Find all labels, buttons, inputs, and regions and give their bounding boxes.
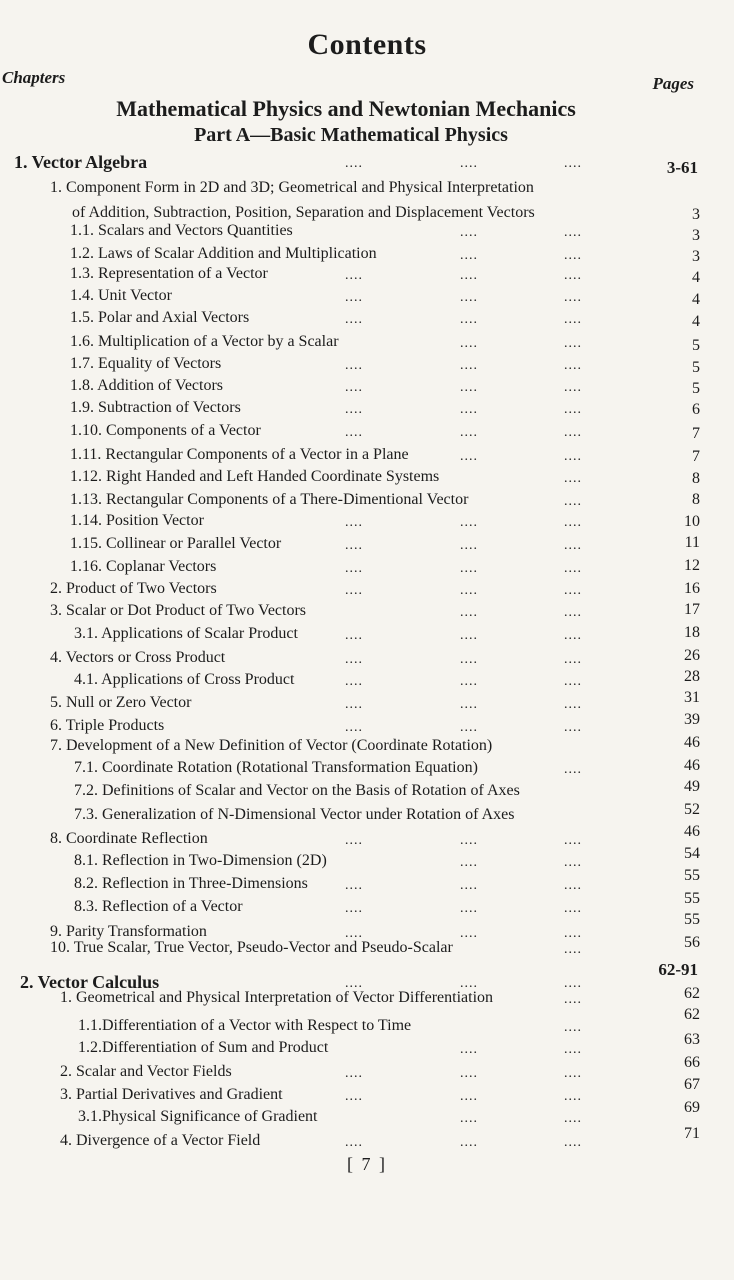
- leader-dots: ....: [460, 878, 478, 893]
- contents-entry: 1.16. Coplanar Vectors: [70, 558, 217, 575]
- leader-dots: ....: [460, 156, 478, 171]
- contents-entry: 1.5. Polar and Axial Vectors: [70, 309, 250, 326]
- page-ref: 62: [684, 985, 700, 1002]
- page-ref: 67: [684, 1076, 700, 1093]
- pages-header: Pages: [652, 74, 694, 93]
- leader-dots: ....: [564, 449, 582, 464]
- page-number: [ 7 ]: [347, 1154, 387, 1174]
- leader-dots: ....: [460, 833, 478, 848]
- leader-dots: ....: [345, 674, 363, 689]
- page-ref: 6: [692, 401, 700, 418]
- contents-entry: 2. Scalar and Vector Fields: [60, 1063, 232, 1080]
- contents-entry: 9. Parity Transformation: [50, 923, 207, 940]
- chapter-entry: 1. Vector Algebra: [14, 152, 148, 172]
- leader-dots: ....: [460, 1111, 478, 1126]
- chapters-header: Chapters: [2, 68, 66, 87]
- leader-dots: ....: [460, 561, 478, 576]
- leader-dots: ....: [564, 976, 582, 991]
- contents-entry: 3.1.Physical Significance of Gradient: [78, 1108, 318, 1125]
- leader-dots: ....: [564, 471, 582, 486]
- page-ref: 55: [684, 867, 700, 884]
- leader-dots: ....: [564, 628, 582, 643]
- leader-dots: ....: [345, 1089, 363, 1104]
- leader-dots: ....: [460, 605, 478, 620]
- contents-entry: 1.1. Scalars and Vectors Quantities: [70, 222, 293, 239]
- leader-dots: ....: [460, 926, 478, 941]
- page-ref: 62: [684, 1006, 700, 1023]
- leader-dots: ....: [460, 697, 478, 712]
- leader-dots: ....: [345, 358, 363, 373]
- leader-dots: ....: [564, 1066, 582, 1081]
- page-ref: 3: [692, 206, 700, 223]
- leader-dots: ....: [460, 312, 478, 327]
- chapter-entry: 2. Vector Calculus: [20, 972, 160, 992]
- leader-dots: ....: [564, 674, 582, 689]
- leader-dots: ....: [564, 1042, 582, 1057]
- part-title: Part A—Basic Mathematical Physics: [194, 124, 508, 146]
- leader-dots: ....: [460, 1135, 478, 1150]
- page-ref: 71: [684, 1125, 700, 1142]
- leader-dots: ....: [345, 926, 363, 941]
- leader-dots: ....: [345, 561, 363, 576]
- page-ref: 66: [684, 1054, 700, 1071]
- leader-dots: ....: [460, 248, 478, 263]
- book-title: Mathematical Physics and Newtonian Mechanics: [116, 96, 576, 121]
- page-ref: 3-61: [666, 158, 698, 177]
- page-ref: 10: [684, 513, 700, 530]
- leader-dots: ....: [564, 515, 582, 530]
- leader-dots: ....: [564, 901, 582, 916]
- leader-dots: ....: [460, 855, 478, 870]
- leader-dots: ....: [564, 402, 582, 417]
- page-ref: 26: [684, 647, 700, 664]
- leader-dots: ....: [460, 674, 478, 689]
- leader-dots: ....: [345, 976, 363, 991]
- leader-dots: ....: [564, 561, 582, 576]
- contents-entry: 1.13. Rectangular Components of a There-Dimentional Vector: [70, 491, 469, 508]
- leader-dots: ....: [564, 720, 582, 735]
- contents-entry: 1.3. Representation of a Vector: [70, 265, 268, 282]
- contents-entry: 8. Coordinate Reflection: [50, 830, 208, 847]
- leader-dots: ....: [345, 402, 363, 417]
- page-ref: 4: [692, 291, 700, 308]
- contents-entry: 8.2. Reflection in Three-Dimensions: [74, 875, 308, 892]
- leader-dots: ....: [345, 1066, 363, 1081]
- leader-dots: ....: [564, 358, 582, 373]
- leader-dots: ....: [345, 583, 363, 598]
- contents-entry: 4. Divergence of a Vector Field: [60, 1132, 261, 1149]
- leader-dots: ....: [345, 901, 363, 916]
- leader-dots: ....: [345, 628, 363, 643]
- leader-dots: ....: [564, 652, 582, 667]
- page-ref: 5: [692, 359, 700, 376]
- contents-entry: 6. Triple Products: [50, 717, 165, 734]
- contents-entry: 1.2.Differentiation of Sum and Product: [78, 1039, 329, 1056]
- contents-entry: 1.11. Rectangular Components of a Vector in a Plane: [70, 446, 409, 463]
- leader-dots: ....: [345, 268, 363, 283]
- page-ref: 4: [692, 313, 700, 330]
- leader-dots: ....: [345, 1135, 363, 1150]
- contents-entry: 1.4. Unit Vector: [70, 287, 172, 304]
- leader-dots: ....: [564, 605, 582, 620]
- page-ref: 55: [684, 911, 700, 928]
- leader-dots: ....: [345, 697, 363, 712]
- contents-entry: 1.12. Right Handed and Left Handed Coordinate Systems: [70, 468, 440, 485]
- page-ref: 8: [692, 491, 700, 508]
- page-ref: 69: [684, 1099, 700, 1116]
- page-ref: 12: [684, 557, 700, 574]
- page-ref: 16: [684, 580, 700, 597]
- contents-entry: 3. Scalar or Dot Product of Two Vectors: [50, 602, 307, 619]
- page-ref: 17: [684, 601, 700, 618]
- leader-dots: ....: [460, 583, 478, 598]
- leader-dots: ....: [564, 1111, 582, 1126]
- contents-entry: 7.3. Generalization of N-Dimensional Vector under Rotation of Axes: [74, 806, 515, 823]
- page-ref: 5: [692, 380, 700, 397]
- leader-dots: ....: [345, 290, 363, 305]
- leader-dots: ....: [460, 449, 478, 464]
- page-ref: 46: [684, 757, 700, 774]
- leader-dots: ....: [460, 976, 478, 991]
- contents-entry: 8.3. Reflection of a Vector: [74, 898, 243, 915]
- contents-entry: 7.2. Definitions of Scalar and Vector on the Basis of Rotation of Axes: [74, 782, 520, 799]
- contents-entry: 1. Geometrical and Physical Interpretation of Vector Differentiation: [60, 989, 494, 1006]
- leader-dots: ....: [345, 425, 363, 440]
- contents-entry: 5. Null or Zero Vector: [50, 694, 192, 711]
- contents-entry: 7. Development of a New Definition of Vector (Coordinate Rotation): [50, 737, 493, 754]
- page-ref: 46: [684, 734, 700, 751]
- page-ref: 31: [684, 689, 700, 706]
- leader-dots: ....: [460, 538, 478, 553]
- page-ref: 56: [684, 934, 700, 951]
- page-ref: 52: [684, 801, 700, 818]
- leader-dots: ....: [460, 402, 478, 417]
- leader-dots: ....: [460, 225, 478, 240]
- leader-dots: ....: [564, 248, 582, 263]
- leader-dots: ....: [564, 425, 582, 440]
- contents-entry: 3. Partial Derivatives and Gradient: [60, 1086, 283, 1103]
- leader-dots: ....: [460, 720, 478, 735]
- leader-dots: ....: [460, 1042, 478, 1057]
- contents-entry: 1. Component Form in 2D and 3D; Geometrical and Physical Interpretation: [50, 179, 534, 196]
- leader-dots: ....: [564, 336, 582, 351]
- leader-dots: ....: [564, 1089, 582, 1104]
- page-ref: 7: [692, 425, 700, 442]
- leader-dots: ....: [460, 628, 478, 643]
- page-ref: 39: [684, 711, 700, 728]
- leader-dots: ....: [564, 1135, 582, 1150]
- leader-dots: ....: [564, 225, 582, 240]
- page-ref: 3: [692, 248, 700, 265]
- leader-dots: ....: [564, 697, 582, 712]
- page-ref: 11: [684, 534, 700, 551]
- contents-entry: 1.8. Addition of Vectors: [70, 377, 224, 394]
- leader-dots: ....: [345, 312, 363, 327]
- page-ref: 7: [692, 448, 700, 465]
- contents-entry: 2. Product of Two Vectors: [50, 580, 217, 597]
- leader-dots: ....: [460, 1066, 478, 1081]
- leader-dots: ....: [460, 358, 478, 373]
- page-title: Contents: [307, 28, 427, 61]
- leader-dots: ....: [345, 878, 363, 893]
- leader-dots: ....: [460, 1089, 478, 1104]
- contents-entry: 1.1.Differentiation of a Vector with Respect to Time: [78, 1017, 412, 1034]
- leader-dots: ....: [345, 515, 363, 530]
- leader-dots: ....: [460, 380, 478, 395]
- contents-entry: 3.1. Applications of Scalar Product: [74, 625, 298, 642]
- leader-dots: ....: [345, 833, 363, 848]
- page-ref: 8: [692, 470, 700, 487]
- page-ref: 18: [684, 624, 700, 641]
- contents-entry: 1.2. Laws of Scalar Addition and Multiplication: [70, 245, 377, 262]
- contents-entry: of Addition, Subtraction, Position, Separation and Displacement Vectors: [72, 204, 535, 221]
- leader-dots: ....: [564, 942, 582, 957]
- leader-dots: ....: [460, 268, 478, 283]
- contents-entry: 4.1. Applications of Cross Product: [74, 671, 295, 688]
- page-ref: 46: [684, 823, 700, 840]
- leader-dots: ....: [460, 290, 478, 305]
- contents-entry: 10. True Scalar, True Vector, Pseudo-Vector and Pseudo-Scalar: [50, 939, 453, 956]
- page-ref: 63: [684, 1031, 700, 1048]
- leader-dots: ....: [564, 878, 582, 893]
- leader-dots: ....: [460, 652, 478, 667]
- leader-dots: ....: [564, 992, 582, 1007]
- leader-dots: ....: [564, 855, 582, 870]
- page-ref: 5: [692, 337, 700, 354]
- leader-dots: ....: [564, 762, 582, 777]
- leader-dots: ....: [345, 720, 363, 735]
- contents-entry: 7.1. Coordinate Rotation (Rotational Transformation Equation): [74, 759, 478, 776]
- leader-dots: ....: [564, 926, 582, 941]
- contents-entry: 1.7. Equality of Vectors: [70, 355, 222, 372]
- leader-dots: ....: [564, 290, 582, 305]
- page-ref: 62-91: [658, 960, 698, 979]
- leader-dots: ....: [564, 538, 582, 553]
- leader-dots: ....: [564, 494, 582, 509]
- leader-dots: ....: [460, 425, 478, 440]
- page-ref: 28: [684, 668, 700, 685]
- leader-dots: ....: [564, 583, 582, 598]
- page-ref: 3: [692, 227, 700, 244]
- contents-entry: 1.15. Collinear or Parallel Vector: [70, 535, 282, 552]
- leader-dots: ....: [460, 336, 478, 351]
- contents-entry: 1.14. Position Vector: [70, 512, 204, 529]
- leader-dots: ....: [564, 380, 582, 395]
- leader-dots: ....: [345, 538, 363, 553]
- leader-dots: ....: [345, 380, 363, 395]
- contents-entry: 1.9. Subtraction of Vectors: [70, 399, 241, 416]
- leader-dots: ....: [564, 156, 582, 171]
- contents-entry: 1.10. Components of a Vector: [70, 422, 261, 439]
- leader-dots: ....: [460, 901, 478, 916]
- page-ref: 55: [684, 890, 700, 907]
- leader-dots: ....: [460, 515, 478, 530]
- leader-dots: ....: [564, 268, 582, 283]
- contents-entry: 4. Vectors or Cross Product: [50, 649, 226, 666]
- page-ref: 49: [684, 778, 700, 795]
- leader-dots: ....: [345, 652, 363, 667]
- leader-dots: ....: [564, 1020, 582, 1035]
- contents-entry: 8.1. Reflection in Two-Dimension (2D): [74, 852, 327, 869]
- leader-dots: ....: [564, 312, 582, 327]
- leader-dots: ....: [345, 156, 363, 171]
- contents-entry: 1.6. Multiplication of a Vector by a Scalar: [70, 333, 339, 350]
- leader-dots: ....: [564, 833, 582, 848]
- page-ref: 4: [692, 269, 700, 286]
- page-ref: 54: [684, 845, 700, 862]
